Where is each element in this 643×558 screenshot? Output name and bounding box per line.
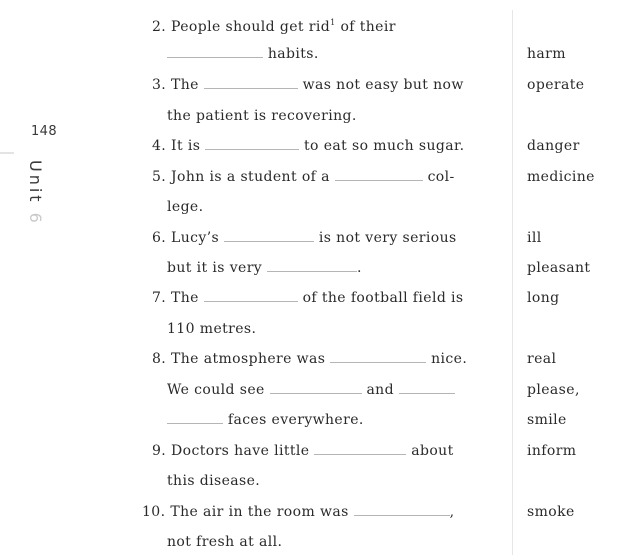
exercise-text: We could see	[167, 382, 265, 398]
exercise-8-line-3	[167, 411, 364, 429]
exercise-number: 6.	[152, 230, 167, 246]
exercise-text: col-	[427, 169, 455, 185]
exercise-9-line-2	[167, 472, 260, 490]
answer-blank[interactable]	[204, 289, 298, 302]
exercise-text: and	[366, 382, 394, 398]
exercise-text: is not very serious	[318, 230, 457, 246]
word-bank-item: real	[527, 351, 557, 367]
exercise-4-line-1	[152, 137, 464, 155]
footnote-marker: 1	[330, 18, 336, 27]
exercise-text: but it is very	[167, 260, 263, 276]
answer-blank[interactable]	[314, 442, 406, 455]
unit-number: 6	[26, 212, 45, 226]
exercise-3-line-1	[152, 76, 464, 94]
exercise-number: 10.	[142, 504, 166, 520]
exercise-text: 110 metres.	[167, 321, 257, 337]
exercise-text: nice.	[431, 351, 468, 367]
exercise-text: The atmosphere was	[171, 351, 326, 367]
exercise-text: faces everywhere.	[227, 412, 364, 428]
exercise-text: of their	[340, 19, 396, 35]
answer-blank[interactable]	[205, 137, 299, 150]
answer-blank[interactable]	[399, 381, 455, 394]
exercise-8-line-1	[152, 350, 467, 368]
answer-blank[interactable]	[204, 76, 298, 89]
exercise-text: John is a student of a	[171, 169, 330, 185]
exercise-7-line-1	[152, 289, 464, 307]
answer-blank[interactable]	[167, 411, 223, 424]
exercise-text: not fresh at all.	[167, 534, 283, 550]
exercise-2-line-1	[152, 14, 396, 36]
answer-blank[interactable]	[335, 168, 423, 181]
exercise-text: ,	[449, 504, 455, 520]
answer-blank[interactable]	[270, 381, 362, 394]
word-bank-divider	[512, 10, 513, 555]
word-bank-item: please,	[527, 382, 580, 398]
exercise-9-line-1	[152, 442, 454, 460]
exercise-6-line-2	[167, 259, 362, 277]
exercise-text: It is	[171, 138, 201, 154]
word-bank-item: long	[527, 290, 560, 306]
exercise-8-line-2	[167, 381, 455, 399]
exercise-number: 8.	[152, 351, 167, 367]
word-bank-item: harm	[527, 46, 566, 62]
exercise-text: about	[411, 443, 454, 459]
answer-blank[interactable]	[330, 350, 426, 363]
exercise-number: 3.	[152, 77, 167, 93]
exercise-number: 5.	[152, 169, 167, 185]
exercise-5-line-1	[152, 168, 455, 186]
answer-blank[interactable]	[267, 259, 357, 272]
page-number: 148	[31, 124, 58, 139]
exercise-text: lege.	[167, 199, 204, 215]
exercise-3-line-2	[167, 107, 357, 125]
exercise-number: 9.	[152, 443, 167, 459]
exercise-text: Lucy’s	[171, 230, 220, 246]
exercise-10-line-2	[167, 533, 282, 551]
exercise-text: The air in the room was	[170, 504, 349, 520]
exercise-text: was not easy but now	[302, 77, 464, 93]
word-bank-item: smile	[527, 412, 567, 428]
word-bank-item: inform	[527, 443, 577, 459]
word-bank-item: ill	[527, 230, 542, 246]
exercise-text: to eat so much sugar.	[304, 138, 465, 154]
exercise-10-line-1	[142, 503, 454, 521]
exercise-text: Doctors have little	[171, 443, 310, 459]
word-bank-item: medicine	[527, 169, 595, 185]
exercise-text: The	[171, 77, 199, 93]
exercise-text: The	[171, 290, 199, 306]
exercise-text: the patient is recovering.	[167, 108, 357, 124]
exercise-text: People should get rid	[171, 19, 331, 35]
exercise-7-line-2	[167, 320, 256, 338]
exercise-number: 4.	[152, 138, 167, 154]
answer-blank[interactable]	[224, 229, 314, 242]
exercise-6-line-1	[152, 229, 457, 247]
exercise-text: of the football field is	[302, 290, 464, 306]
unit-label	[26, 160, 45, 226]
word-bank-item: smoke	[527, 504, 575, 520]
word-bank-item: danger	[527, 138, 580, 154]
word-bank-item: operate	[527, 77, 585, 93]
scan-mark	[0, 152, 14, 154]
unit-word: Unit	[26, 160, 45, 205]
answer-blank[interactable]	[167, 45, 263, 58]
exercise-text: habits.	[267, 46, 319, 62]
exercise-5-line-2	[167, 198, 203, 216]
word-bank-item: pleasant	[527, 260, 591, 276]
exercise-number: 7.	[152, 290, 167, 306]
exercise-text: .	[356, 260, 362, 276]
answer-blank[interactable]	[354, 503, 450, 516]
exercise-2-line-2	[167, 45, 319, 63]
exercise-number: 2.	[152, 19, 167, 35]
exercise-text: this disease.	[167, 473, 261, 489]
